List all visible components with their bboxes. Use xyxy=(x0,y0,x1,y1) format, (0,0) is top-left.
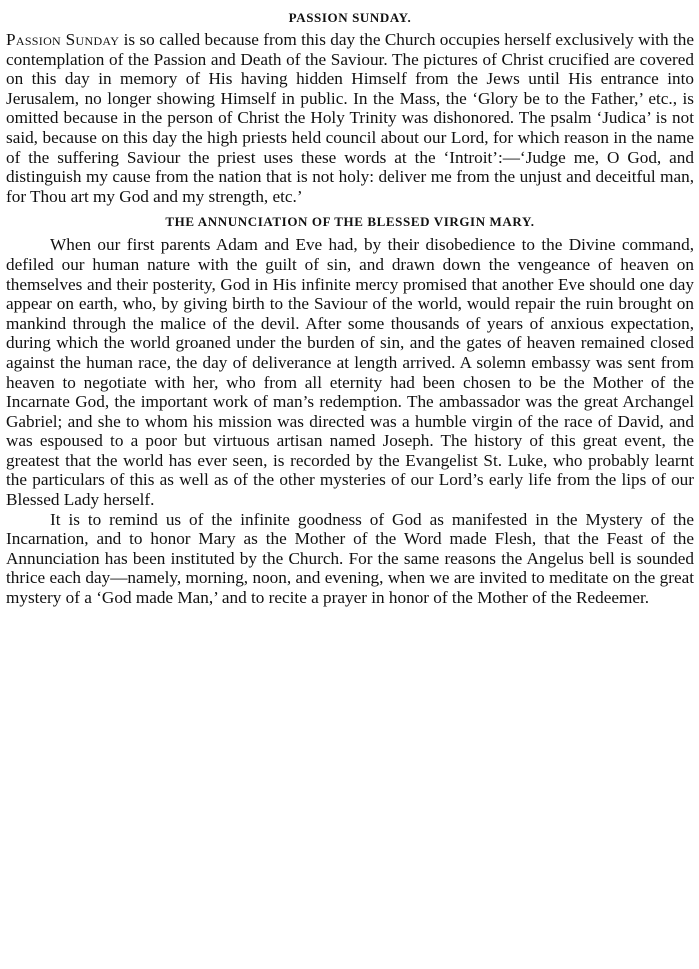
lead-words: Passion Sunday xyxy=(6,30,120,49)
section-heading-passion-sunday: PASSION SUNDAY. xyxy=(288,10,412,25)
section-heading-annunciation: THE ANNUNCIATION OF THE BLESSED VIRGIN MARY. xyxy=(165,214,535,230)
paragraph-annunciation-1: When our first parents Adam and Eve had, by their disobedience to the Divine command, defiled our human nature with the guilt of sin, and drawn down the vengeance of heaven on themselves and their posterity, God in His infinite mercy promised that another Eve should one day appear on earth, who, by giving birth to the Saviour of the world, would repair the ruin brought on mankind through the malice of the devil. After some thousands of years of anxious expectation, during which the world groaned under the burden of sin, and the gates of heaven remained closed against the human race, the day of deliverance at length arrived. A solemn embassy was sent from heaven to negotiate with her, who from all eternity had been chosen to be the Mother of the Incarnate God, the important work of man’s redemption. The ambassador was the great Archangel Gabriel; and she to whom his mission was directed was a humble virgin of the race of David, and was espoused to a poor but virtuous artisan named Joseph. The history of this great event, the greatest that the world has ever seen, is recorded by the Evangelist St. Luke, who probably learnt the particulars of this as well as of the other mysteries of our Lord’s early life from the lips of our Blessed Lady herself. xyxy=(6,235,694,510)
paragraph-passion-sunday xyxy=(6,30,694,206)
paragraph-annunciation-2: It is to remind us of the infinite goodness of God as manifested in the Mystery of the Incarnation, and to honor Mary as the Mother of the Word made Flesh, that the Feast of the Annunciation has been instituted by the Church. For the same reasons the Angelus bell is sounded thrice each day—namely, morning, noon, and evening, when we are invited to meditate on the great mystery of a ‘God made Man,’ and to recite a prayer in honor of the Mother of the Redeemer. xyxy=(6,509,694,608)
document-page xyxy=(6,9,694,608)
paragraph-body: is so called because from this day the Church occupies herself exclusively with the contemplation of the Passion and Death of the Saviour. The pictures of Christ crucified are covered on this day in memory of His having hidden Himself from the Jews until His entrance into Jerusalem, no longer showing Himself in public. In the Mass, the ‘Glory be to the Father,’ etc., is omitted because in the person of Christ the Holy Trinity was dishonored. The psalm ‘Judica’ is not said, because on this day the high priests held council about our Lord, for which reason in the name of the suffering Saviour the priest uses these words at the ‘Introit’:—‘Judge me, O God, and distinguish my cause from the nation that is not holy: deliver me from the unjust and deceitful man, for Thou art my God and my strength, etc.’ xyxy=(6,30,695,206)
